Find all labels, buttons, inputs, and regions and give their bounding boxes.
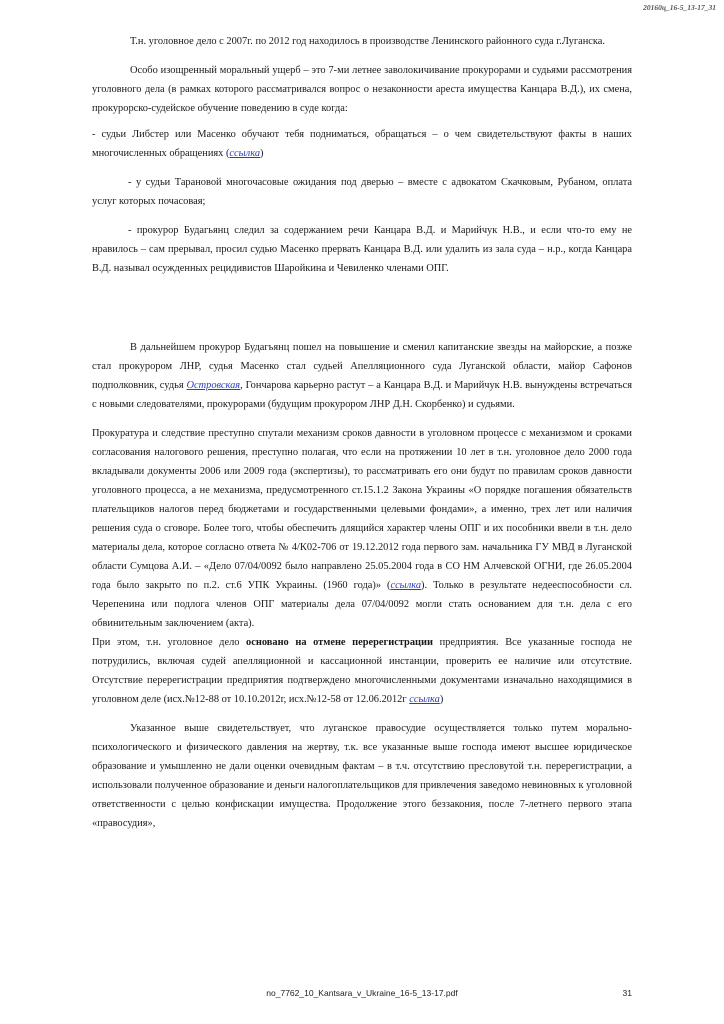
document-body — [92, 32, 632, 833]
paragraph-7 — [92, 424, 632, 633]
paragraph-1: Т.н. уголовное дело с 2007г. по 2012 год находилось в производстве Ленинского районного суда г.Луганска. — [130, 36, 606, 47]
paragraph-8-emphasis: основано на отмене перерегистрации — [246, 637, 433, 648]
paragraph-6-text-a: В дальнейшем прокурор Будагьянц пошел на повышение и сменил капитанские звезды на майорские, а позже стал прокурором ЛНР, судья Масенко стал судьей Апелляционного суда Луганской области, майор Сафонов подполковник, судья — [92, 342, 632, 391]
paragraph-3-text: - судьи Либстер или Масенко обучают тебя подниматься, обращаться – о чем свидетельствуют факты в наших многочисленных обращениях ( — [92, 129, 632, 159]
source-link[interactable]: ссылка — [390, 580, 422, 591]
paragraph-3-end: ) — [260, 148, 264, 159]
source-link[interactable]: ссылка — [409, 694, 440, 705]
paragraph-8-text-b: предприятия. Все указанные господа не потрудились, включая судей апелляционной и кассационной инстанции, проверить ее наличие или отсутствие. Отсутствие перерегистрации предприятия подтверждено многочисленными документами изначально находящимися в уголовном деле (исх.№12-88 от 10.10.2012г, исх.№12-58 от 12.06.2012г — [92, 637, 632, 705]
paragraph-3 — [92, 125, 632, 163]
paragraph-7-text-b: ). Только в результате недееспособности сл. Черепенина или подлога членов ОПГ материалы дела 07/04/0092 могли стать основанием для т.н. дела с его обвинительным заключением (акта). — [92, 580, 632, 629]
paragraph-8-text-c: ) — [439, 694, 444, 705]
source-link-ostrovskaya[interactable]: Островская — [186, 380, 241, 391]
header-stamp: 20160ц_16-5_13-17_31 — [643, 3, 716, 12]
page-number: 31 — [622, 988, 632, 998]
paragraph-6-text-b: , Гончарова карьерно растут – а Канцара В.Д. и Марийчук Н.В. вынуждены встречаться с новыми следователями, прокурорами (будущим прокурором ЛНР Д.Н. Скорбенко) и судьями. — [92, 380, 632, 410]
paragraph-9: Указанное выше свидетельствует, что луганское правосудие осуществляется только путем морально-психологического и физического давления на жертву, т.к. все указанные выше господа имеют высшее юридическое образование и умышленно не дали оценки очевидным фактам – в т.ч. отсутствию пресловутой т.н. перерегистрации, а использовали полученное образование и деньги налогоплательщиков для привлечения заведомо невиновных к уголовной ответственности с целью конфискации имущества. Продолжение этого беззакония, после 7-летнего первого этапа «правосудия», — [92, 723, 632, 829]
paragraph-6 — [92, 338, 632, 414]
paragraph-8 — [92, 633, 632, 709]
paragraph-4: - у судьи Тарановой многочасовые ожидания под дверью – вместе с адвокатом Скачковым, Рубаном, оплата услуг которых почасовая; — [92, 177, 632, 207]
source-link[interactable]: ссылка — [229, 148, 261, 159]
paragraph-5: - прокурор Будагьянц следил за содержанием речи Канцара В.Д. и Марийчук Н.В., и если что-то ему не нравилось – сам прерывал, просил судью Масенко прервать Канцара В.Д. или удалить из зала суда – н.р., когда Канцара В.Д. называл осужденных рецидивистов Шаройкина и Чевиленко членами ОПГ. — [92, 225, 632, 274]
paragraph-7-text-a: Прокуратура и следствие преступно спутали механизм сроков давности в уголовном процессе с механизмом и сроками согласования налогового решения, преступно полагая, что если на протяжении 10 лет в т.н. уголовное дело 2000 года вкладывали документы 2006 или 2009 года (экспертизы), то рассматривать его они будут по правилам сроков давности уголовного процесса, а не механизма, предусмотренного ст.15.1.2 Закона Украины «О порядке погашения обязательств плательщиков налогов перед бюджетами и государственными целевыми фондами», а именно, трех лет или наличия решения суда о сговоре. Более того, чтобы обеспечить длящийся характер члены ОПГ и их пособники ввели в т.н. дело материалы дела, которое согласно ответа № 4/К02-706 от 19.12.2012 года первого зам. начальника ГУ МВД в Луганской области Сумцова А.И. – «Дело 07/04/0092 было направлено 25.05.2004 года в СО НМ Алчевской ОГНИ, где 26.05.2004 года было закрыто по п.2. ст.6 УПК Украины. (1960 года)» ( — [92, 428, 632, 591]
paragraph-2: Особо изощренный моральный ущерб – это 7-ми летнее заволокичивание прокурорами и судьями рассмотрения уголовного дела (в рамках которого рассматривался вопрос о незаконности ареста имущества Канцара В.Д.), их смена, прокурорско-судейское обучение поведению в суде когда: — [92, 65, 632, 114]
paragraph-8-text-a: При этом, т.н. уголовное дело — [92, 637, 247, 648]
footer-filename: no_7762_10_Kantsara_v_Ukraine_16-5_13-17.pdf — [266, 988, 458, 998]
